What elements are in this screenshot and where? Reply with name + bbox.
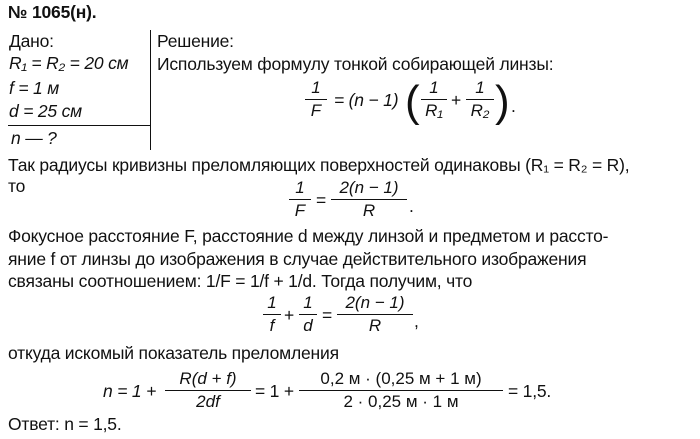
fraction-bar bbox=[466, 99, 494, 100]
given-line-d: d = 25 см bbox=[9, 101, 82, 121]
denominator: F bbox=[294, 201, 306, 220]
paragraph-focal-line1: Фокусное расстояние F, расстояние d между линзой и предметом и рассто- bbox=[8, 226, 609, 246]
given-find: n — ? bbox=[11, 128, 57, 148]
fraction-bar bbox=[263, 314, 281, 315]
given-title: Дано: bbox=[9, 31, 54, 51]
fraction bbox=[421, 78, 447, 121]
given-line-f: f = 1 м bbox=[9, 78, 59, 98]
paragraph-refractive-index: откуда искомый показатель преломления bbox=[8, 343, 339, 363]
denominator: d bbox=[303, 316, 313, 335]
fraction-bar bbox=[421, 99, 447, 100]
numerator: 1 bbox=[267, 293, 277, 312]
open-paren: ( bbox=[405, 77, 420, 126]
fraction bbox=[337, 293, 413, 336]
fraction-bar bbox=[337, 314, 413, 315]
fraction bbox=[263, 293, 281, 336]
numerator: 1 bbox=[303, 293, 313, 312]
equals-sign: = bbox=[322, 305, 333, 325]
fraction bbox=[299, 293, 317, 336]
fraction bbox=[165, 369, 251, 412]
paragraph-radii: Так радиусы кривизны преломляющих поверхностей одинаковы (R₁ = R₂ = R), bbox=[8, 155, 630, 175]
numerator: 1 bbox=[295, 178, 305, 197]
formula-end: . bbox=[511, 96, 516, 116]
denominator: R bbox=[368, 316, 382, 335]
fraction-bar bbox=[331, 199, 407, 200]
formula-mid: = 1 + bbox=[255, 381, 294, 401]
fraction-bar bbox=[165, 390, 251, 391]
numerator: 2(n − 1) bbox=[345, 293, 405, 312]
numerator: R(d + f) bbox=[179, 369, 237, 388]
problem-number: № 1065(н). bbox=[8, 2, 97, 22]
denominator: f bbox=[269, 316, 275, 335]
solution-title: Решение: bbox=[157, 31, 234, 51]
denominator: 2df bbox=[196, 392, 220, 411]
fraction-bar bbox=[299, 390, 503, 391]
paragraph-focal-line3: связаны соотношением: 1/F = 1/f + 1/d. Тогда получим, что bbox=[8, 271, 473, 291]
fraction-bar bbox=[299, 314, 317, 315]
fraction bbox=[289, 178, 311, 221]
numerator: 2(n − 1) bbox=[339, 178, 399, 197]
denominator: R₂ bbox=[470, 101, 490, 120]
close-paren: ) bbox=[495, 77, 510, 126]
numerator: 1 bbox=[475, 78, 485, 97]
fraction-bar bbox=[289, 199, 311, 200]
denominator: 2 · 0,25 м · 1 м bbox=[343, 392, 459, 411]
formula-result-value: = 1,5. bbox=[508, 381, 552, 401]
denominator: R bbox=[362, 201, 376, 220]
given-separator bbox=[150, 30, 151, 150]
fraction-bar bbox=[305, 99, 327, 100]
given-divider bbox=[8, 125, 150, 126]
fraction bbox=[331, 178, 407, 221]
plus-sign: + bbox=[451, 90, 462, 110]
denominator: R₁ bbox=[425, 101, 443, 120]
formula-end: , bbox=[414, 311, 419, 331]
fraction bbox=[466, 78, 494, 121]
numerator: 1 bbox=[429, 78, 439, 97]
given-line-radii: R₁ = R₂ = 20 см bbox=[9, 53, 129, 73]
denominator: F bbox=[310, 101, 322, 120]
formula-middle: = (n − 1) bbox=[334, 90, 399, 110]
formula-lhs: n = 1 + bbox=[103, 381, 157, 401]
equals-sign: = bbox=[316, 190, 327, 210]
solution-intro: Используем формулу тонкой собирающей линзы: bbox=[157, 54, 554, 74]
plus-sign: + bbox=[284, 305, 295, 325]
answer: Ответ: n = 1,5. bbox=[8, 414, 122, 434]
fraction bbox=[305, 78, 327, 121]
paragraph-to: то bbox=[8, 176, 26, 196]
numerator: 0,2 м · (0,25 м + 1 м) bbox=[320, 369, 482, 388]
paragraph-focal-line2: яние f от линзы до изображения в случае действительного изображения bbox=[8, 249, 587, 269]
formula-end: . bbox=[409, 196, 414, 216]
fraction bbox=[299, 369, 503, 412]
numerator: 1 bbox=[311, 78, 321, 97]
